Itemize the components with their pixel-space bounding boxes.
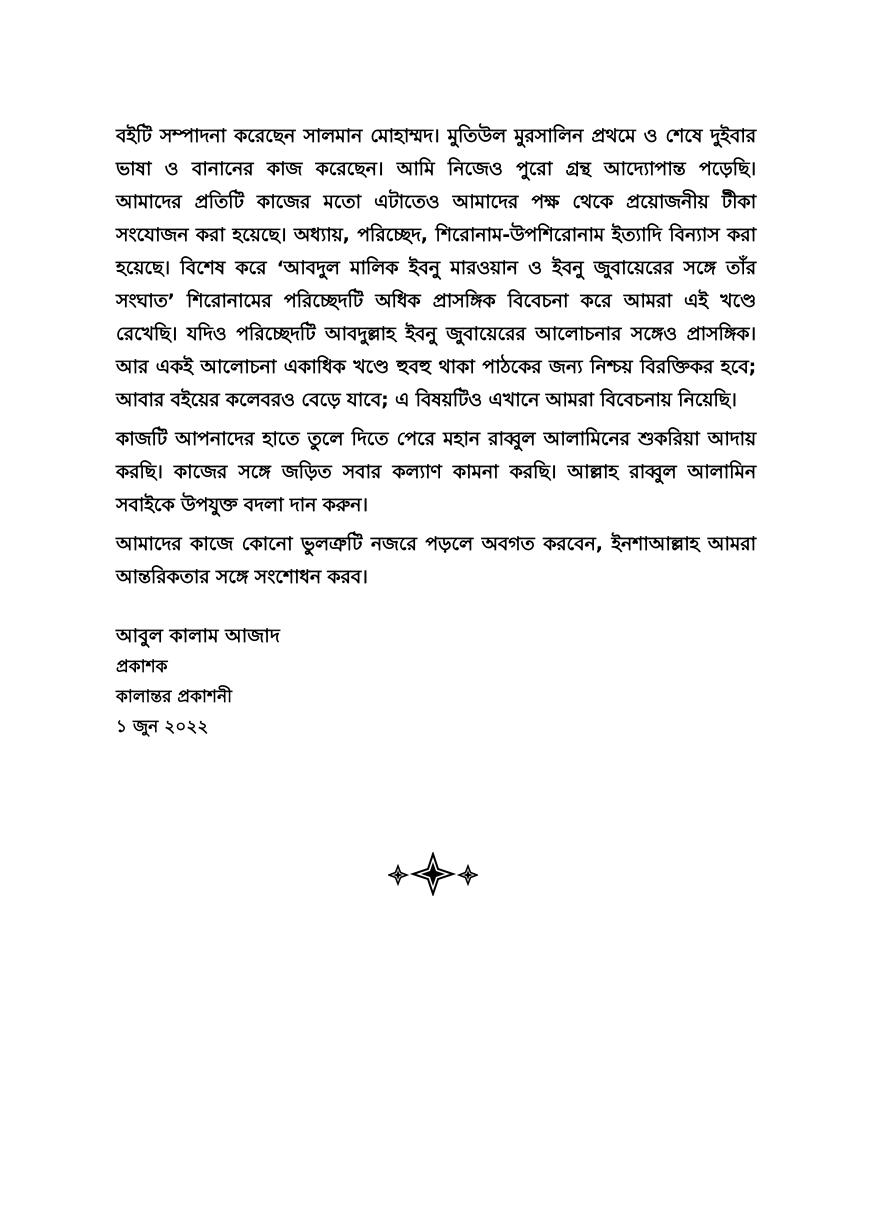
page-content [116,120,756,742]
four-point-star-ornament-icon [388,852,478,896]
signature-organization: কালান্তর প্রকাশনী [116,687,232,707]
signature-block [116,620,756,742]
signature-name: আবুল কালাম আজাদ [116,625,280,647]
body-paragraph-3: আমাদের কাজে কোনো ভুলত্রুটি নজরে পড়লে অবগত করবেন, ইনশাআল্লাহ আমরা আন্তরিকতার সঙ্গে সংশোধন করব। [116,533,756,588]
body-paragraph-1: বইটি সম্পাদনা করেছেন সালমান মোহাম্মদ। মুতিউল মুরসালিন প্রথমে ও শেষে দুইবার ভাষা ও বানানের কাজ করেছেন। আমি নিজেও পুরো গ্রন্থ আদ্যোপান্ত পড়েছি। আমাদের প্রতিটি কাজের মতো এটাতেও আমাদের পক্ষ থেকে প্রয়োজনীয় টীকা সংযোজন করা হয়েছে। অধ্যায়, পরিচ্ছেদ, শিরোনাম-উপশিরোনাম ইত্যাদি বিন্যাস করা হয়েছে। বিশেষ করে ‘আবদুল মালিক ইবনু মারওয়ান ও ইবনু জুবায়েরের সঙ্গে তাঁর সংঘাত’ শিরোনামের পরিচ্ছেদটি অধিক প্রাসঙ্গিক বিবেচনা করে আমরা এই খণ্ডে রেখেছি। যদিও পরিচ্ছেদটি আবদুল্লাহ ইবনু জুবায়েরের আলোচনার সঙ্গেও প্রাসঙ্গিক। আর একই আলোচনা একাধিক খণ্ডে হুবহু থাকা পাঠকের জন্য নিশ্চয় বিরক্তিকর হবে; আবার বইয়ের কলেবরও বেড়ে যাবে; এ বিষয়টিও এখানে আমরা বিবেচনায় নিয়েছি। [116,125,756,411]
body-paragraph-2: কাজটি আপনাদের হাতে তুলে দিতে পেরে মহান রাব্বুল আলামিনের শুকরিয়া আদায় করছি। কাজের সঙ্গে জড়িত সবার কল্যাণ কামনা করছি। আল্লাহ রাব্বুল আলামিন সবাইকে উপযুক্ত বদলা দান করুন। [116,428,756,516]
signature-date: ১ জুন ২০২২ [116,717,209,737]
signature-role: প্রকাশক [116,657,168,677]
